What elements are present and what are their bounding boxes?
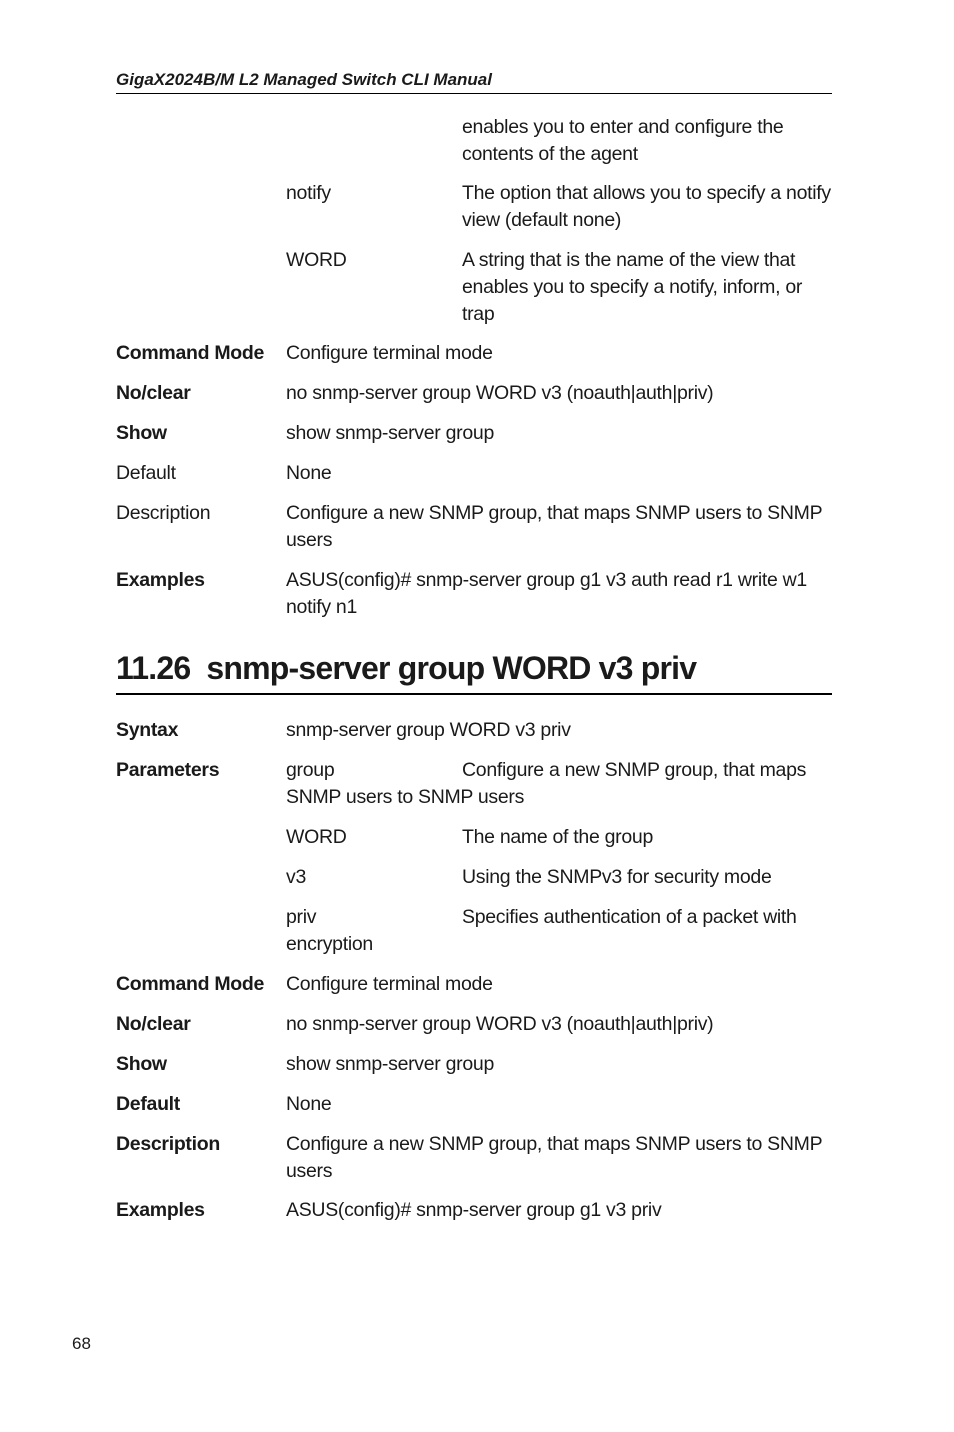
param-word-description: The name of the group	[462, 826, 653, 848]
param-notify-description: The option that allows you to specify a notify view (default none)	[462, 182, 831, 231]
param-group-name: group	[286, 759, 335, 781]
command-mode-label: Command Mode	[116, 973, 265, 995]
examples-label: Examples	[116, 1199, 205, 1221]
show-value: show snmp-server group	[286, 1053, 494, 1075]
command-mode-label: Command Mode	[116, 342, 265, 364]
section-heading	[116, 650, 832, 695]
param-word-name: WORD	[286, 826, 347, 848]
param-word-name: WORD	[286, 249, 347, 271]
description-value: Configure a new SNMP group, that maps SNMP users to SNMP users	[286, 502, 822, 551]
description-value: Configure a new SNMP group, that maps SNMP users to SNMP users	[286, 1133, 822, 1182]
noclear-label: No/clear	[116, 1013, 191, 1035]
description-label: Description	[116, 502, 211, 524]
parameters-label: Parameters	[116, 759, 220, 781]
param-group-description: Configure a new SNMP group, that maps	[462, 759, 807, 781]
show-label: Show	[116, 1053, 167, 1075]
default-value: None	[286, 1093, 332, 1115]
param-priv-name: priv	[286, 906, 317, 928]
syntax-value: snmp-server group WORD v3 priv	[286, 719, 571, 741]
section-number: 11.26	[116, 650, 191, 686]
default-value: None	[286, 462, 332, 484]
default-label: Default	[116, 462, 176, 484]
syntax-label: Syntax	[116, 719, 179, 741]
noclear-value: no snmp-server group WORD v3 (noauth|auth|priv)	[286, 382, 714, 404]
noclear-label: No/clear	[116, 382, 191, 404]
show-label: Show	[116, 422, 167, 444]
command-mode-value: Configure terminal mode	[286, 973, 493, 995]
page-header: GigaX2024B/M L2 Managed Switch CLI Manual	[116, 70, 832, 94]
section-title: snmp-server group WORD v3 priv	[206, 650, 697, 686]
noclear-value: no snmp-server group WORD v3 (noauth|auth|priv)	[286, 1013, 714, 1035]
default-label: Default	[116, 1093, 180, 1115]
command-mode-value: Configure terminal mode	[286, 342, 493, 364]
param-priv-description: Specifies authentication of a packet with	[462, 906, 797, 928]
param-word-description: A string that is the name of the view that enables you to specify a notify, inform, or trap	[462, 249, 803, 325]
param-priv-description-cont: encryption	[286, 933, 373, 955]
show-value: show snmp-server group	[286, 422, 494, 444]
examples-label: Examples	[116, 569, 205, 591]
param-v3-description: Using the SNMPv3 for security mode	[462, 866, 772, 888]
param-notify-name: notify	[286, 182, 331, 204]
description-label: Description	[116, 1133, 220, 1155]
param-continued-description: enables you to enter and configure the contents of the agent	[462, 116, 784, 165]
param-v3-name: v3	[286, 866, 306, 888]
page-number: 68	[72, 1334, 91, 1353]
param-group-description-cont: SNMP users to SNMP users	[286, 786, 525, 808]
examples-value: ASUS(config)# snmp-server group g1 v3 auth read r1 write w1 notify n1	[286, 569, 807, 618]
examples-value: ASUS(config)# snmp-server group g1 v3 priv	[286, 1199, 662, 1221]
